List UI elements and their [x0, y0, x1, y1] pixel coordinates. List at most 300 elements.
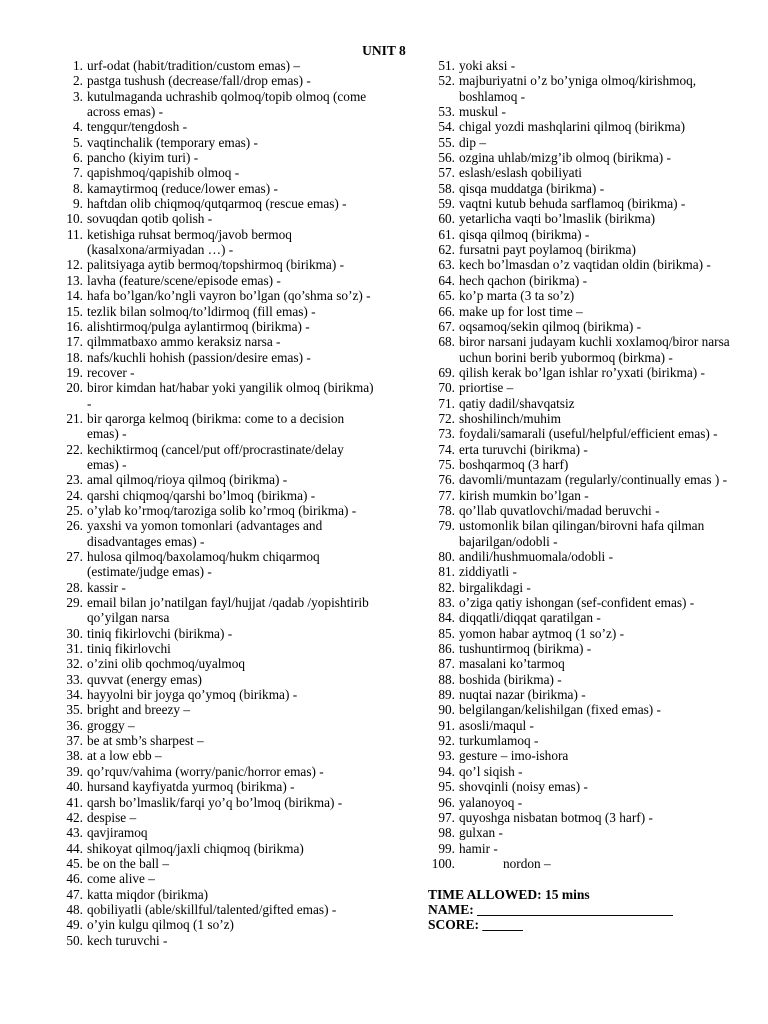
- item-text: erta turuvchi (birikma) -: [459, 441, 588, 457]
- item-number: 31.: [66, 641, 83, 657]
- item-text: nafs/kuchli hohish (passion/desire emas) -: [87, 349, 311, 365]
- item-text: davomli/muntazam (regularly/continually emas ) -: [459, 472, 728, 488]
- vocab-item: [56, 841, 376, 856]
- item-text: ustomonlik bilan qilingan/birovni hafa qilman bajarilgan/odobli -: [459, 518, 705, 549]
- item-text: yomon habar aytmoq (1 so’z) -: [459, 625, 625, 641]
- vocab-item: [428, 841, 748, 856]
- item-number: 70.: [438, 380, 455, 396]
- item-text: biror kimdan hat/habar yoki yangilik olmoq (birikma) -: [87, 380, 374, 411]
- vocab-item: [428, 165, 748, 180]
- item-number: 76.: [438, 472, 455, 488]
- item-text: qo’rquv/vahima (worry/panic/horror emas) -: [87, 763, 324, 779]
- vocab-item: [428, 810, 748, 825]
- item-text: boshida (birikma) -: [459, 671, 562, 687]
- vocab-item: [56, 119, 376, 134]
- vocab-item: [428, 257, 748, 272]
- vocab-item: [428, 503, 748, 518]
- vocab-item: [56, 702, 376, 717]
- item-text: tezlik bilan solmoq/to’ldirmoq (fill emas) -: [87, 303, 316, 319]
- item-text: vaqtni kutub behuda sarflamoq (birikma) -: [459, 196, 686, 212]
- vocab-item: [428, 396, 748, 411]
- item-number: 10.: [66, 211, 83, 227]
- vocab-item: [428, 365, 748, 380]
- item-text: oqsamoq/sekin qilmoq (birikma) -: [459, 318, 642, 334]
- vocab-item: [56, 135, 376, 150]
- item-text: pancho (kiyim turi) -: [87, 150, 199, 166]
- item-text: birgalikdagi -: [459, 579, 531, 595]
- item-text: qarshi chiqmoq/qarshi bo’lmoq (birikma) -: [87, 487, 316, 503]
- item-text: asosli/maqul -: [459, 717, 534, 733]
- item-number: 86.: [438, 641, 455, 657]
- item-number: 81.: [438, 564, 455, 580]
- item-text: palitsiyaga aytib bermoq/topshirmoq (birikma) -: [87, 257, 345, 273]
- item-number: 79.: [438, 518, 455, 534]
- item-text: come alive –: [87, 871, 155, 887]
- item-text: at a low ebb –: [87, 748, 162, 764]
- vocab-item: [56, 257, 376, 272]
- item-text: bir qarorga kelmoq (birikma: come to a decision emas) -: [87, 410, 345, 442]
- item-text: kamaytirmoq (reduce/lower emas) -: [87, 180, 278, 196]
- item-number: 65.: [438, 288, 455, 304]
- item-text: yoki aksi -: [459, 58, 516, 73]
- vocab-item: [56, 595, 376, 626]
- item-text: yetarlicha vaqti bo’lmaslik (birikma): [459, 211, 656, 227]
- item-number: 54.: [438, 119, 455, 135]
- item-text: ozgina uhlab/mizg’ib olmoq (birikma) -: [459, 150, 671, 166]
- vocab-item: [56, 902, 376, 917]
- item-text: vaqtinchalik (temporary emas) -: [87, 134, 258, 150]
- item-text: qobiliyatli (able/skillful/talented/gifted emas) -: [87, 901, 337, 917]
- vocab-item: [428, 135, 748, 150]
- vocab-item: [56, 288, 376, 303]
- vocab-item: [56, 227, 376, 258]
- item-number: 8.: [73, 180, 83, 196]
- item-text: email bilan jo’natilgan fayl/hujjat /qadab /yopishtirib qo’yilgan narsa: [87, 595, 369, 626]
- item-text: hafa bo’lgan/ko’ngli vayron bo’lgan (qo’shma so’z) -: [87, 288, 371, 304]
- vocab-item: [428, 334, 748, 365]
- item-text: urf-odat (habit/tradition/custom emas) –: [87, 58, 301, 73]
- vocab-item: [428, 211, 748, 226]
- item-number: 28.: [66, 579, 83, 595]
- item-text: gulxan -: [459, 825, 503, 841]
- item-number: 63.: [438, 257, 455, 273]
- item-text: priortise –: [459, 380, 514, 396]
- item-text: shovqinli (noisy emas) -: [459, 779, 588, 795]
- vocab-item: [428, 687, 748, 702]
- item-text: despise –: [87, 809, 137, 825]
- item-number: 42.: [66, 809, 83, 825]
- vocab-item: [428, 242, 748, 257]
- item-text: recover -: [87, 364, 135, 380]
- vocab-item: [428, 150, 748, 165]
- item-number: 38.: [66, 748, 83, 764]
- item-number: 96.: [438, 794, 455, 810]
- vocab-item: [428, 795, 748, 810]
- item-number: 34.: [66, 687, 83, 703]
- vocab-item: [56, 365, 376, 380]
- item-text: kech bo’lmasdan o’z vaqtidan oldin (birikma) -: [459, 257, 711, 273]
- item-text: qilish kerak bo’lgan ishlar ro’yxati (birikma) -: [459, 364, 705, 380]
- vocab-item: [56, 334, 376, 349]
- item-number: 23.: [66, 472, 83, 488]
- vocab-item: [56, 795, 376, 810]
- vocab-item: [56, 411, 376, 442]
- vocab-item: [56, 687, 376, 702]
- item-text: ko’p marta (3 ta so’z): [459, 288, 575, 304]
- item-number: 35.: [66, 702, 83, 718]
- item-number: 77.: [438, 487, 455, 503]
- item-text: make up for lost time –: [459, 303, 583, 319]
- vocab-item: [56, 488, 376, 503]
- item-text: fursatni payt poylamoq (birikma): [459, 242, 636, 258]
- item-number: 58.: [438, 180, 455, 196]
- item-number: 68.: [438, 334, 455, 350]
- vocab-item: [428, 764, 748, 779]
- item-text: shoshilinch/muhim: [459, 410, 561, 426]
- item-text: foydali/samarali (useful/helpful/efficient emas) -: [459, 426, 718, 442]
- item-text: eslash/eslash qobiliyati: [459, 165, 582, 181]
- item-text: biror narsani judayam kuchli xoxlamoq/biror narsa uchun borini berib yubormoq (birkma) -: [459, 334, 730, 365]
- item-number: 78.: [438, 502, 455, 518]
- item-text: be at smb’s sharpest –: [87, 733, 204, 749]
- item-number: 2.: [73, 73, 83, 89]
- item-text: tushuntirmoq (birikma) -: [459, 641, 592, 657]
- item-text: kutulmaganda uchrashib qolmoq/topib olmoq (come across emas) -: [87, 88, 367, 120]
- item-number: 24.: [66, 487, 83, 503]
- item-number: 98.: [438, 825, 455, 841]
- vocab-item: [428, 549, 748, 564]
- item-number: 30.: [66, 625, 83, 641]
- item-number: 69.: [438, 364, 455, 380]
- vocab-item: [428, 595, 748, 610]
- item-number: 37.: [66, 733, 83, 749]
- vocab-item: [428, 702, 748, 717]
- item-number: 43.: [66, 825, 83, 841]
- vocab-item: [56, 73, 376, 88]
- vocab-item: [428, 672, 748, 687]
- vocab-item: [428, 626, 748, 641]
- item-text: hursand kayfiyatda yurmoq (birikma) -: [87, 779, 295, 795]
- item-text: belgilangan/kelishilgan (fixed emas) -: [459, 702, 661, 718]
- item-number: 29.: [66, 595, 83, 611]
- vocab-item: [428, 718, 748, 733]
- item-text: yalanoyoq -: [459, 794, 523, 810]
- item-number: 5.: [73, 134, 83, 150]
- item-number: 46.: [66, 871, 83, 887]
- item-text: kechiktirmoq (cancel/put off/procrastinate/delay emas) -: [87, 441, 344, 472]
- item-text: gesture – imo-ishora: [459, 748, 569, 764]
- item-text: tiniq fikirlovchi: [87, 641, 171, 657]
- vocab-item: [56, 196, 376, 211]
- item-text: dip –: [459, 134, 486, 150]
- item-number: 13.: [66, 272, 83, 288]
- vocab-item: [428, 610, 748, 625]
- item-number: 88.: [438, 671, 455, 687]
- vocab-item: [56, 89, 376, 120]
- item-text: ziddiyatli -: [459, 564, 517, 580]
- vocab-item: [428, 426, 748, 441]
- vocab-item: [428, 411, 748, 426]
- item-number: 49.: [66, 917, 83, 933]
- item-number: 84.: [438, 610, 455, 626]
- vocab-item: [56, 380, 376, 411]
- item-text: quvvat (energy emas): [87, 671, 202, 687]
- item-number: 1.: [73, 58, 83, 73]
- item-text: kech turuvchi -: [87, 932, 168, 948]
- vocab-item: [428, 273, 748, 288]
- item-text: tengqur/tengdosh -: [87, 119, 188, 135]
- item-text: be on the ball –: [87, 855, 169, 871]
- item-number: 92.: [438, 733, 455, 749]
- vocab-item: [428, 641, 748, 656]
- item-number: 61.: [438, 226, 455, 242]
- item-text: lavha (feature/scene/episode emas) -: [87, 272, 281, 288]
- item-text: yaxshi va yomon tomonlari (advantages and disadvantages emas) -: [87, 518, 323, 549]
- item-text: qo’l siqish -: [459, 763, 523, 779]
- vocab-item: [428, 304, 748, 319]
- vocab-item: [428, 518, 748, 549]
- vocab-item: [428, 825, 748, 840]
- item-text: hamir -: [459, 840, 498, 856]
- vocab-item: [428, 733, 748, 748]
- vocab-item: [428, 472, 748, 487]
- item-number: 94.: [438, 763, 455, 779]
- vocab-item: [56, 733, 376, 748]
- vocab-item: [428, 442, 748, 457]
- vocab-item: [56, 718, 376, 733]
- item-text: quyoshga nisbatan botmoq (3 harf) -: [459, 809, 653, 825]
- item-text: pastga tushush (decrease/fall/drop emas) -: [87, 73, 311, 89]
- vocab-item: [56, 350, 376, 365]
- vocab-item: [56, 580, 376, 595]
- vocab-item: [428, 73, 748, 104]
- vocab-item: [56, 764, 376, 779]
- item-text: hayyolni bir joyga qo’ymoq (birikma) -: [87, 687, 298, 703]
- item-number: 60.: [438, 211, 455, 227]
- vocab-item: [428, 779, 748, 794]
- vocab-item: [56, 672, 376, 687]
- item-number: 57.: [438, 165, 455, 181]
- vocab-item: [428, 58, 748, 73]
- vocab-item: [56, 442, 376, 473]
- item-text: qavjiramoq: [87, 825, 148, 841]
- item-number: 25.: [66, 502, 83, 518]
- item-number: 4.: [73, 119, 83, 135]
- item-number: 74.: [438, 441, 455, 457]
- vocab-item: [428, 748, 748, 763]
- item-text: o’yin kulgu qilmoq (1 so’z): [87, 917, 234, 933]
- item-text: qo’llab quvatlovchi/madad beruvchi -: [459, 502, 660, 518]
- vocab-item: [56, 825, 376, 840]
- item-text: diqqatli/diqqat qaratilgan -: [459, 610, 601, 626]
- vocab-item: [428, 580, 748, 595]
- item-text: o’ziga qatiy ishongan (sef-confident emas) -: [459, 595, 695, 611]
- vocab-item: [428, 856, 748, 871]
- vocab-item: [428, 319, 748, 334]
- vocab-item: [56, 856, 376, 871]
- item-text: alishtirmoq/pulga aylantirmoq (birikma) -: [87, 318, 310, 334]
- item-number: 48.: [66, 901, 83, 917]
- item-number: 67.: [438, 318, 455, 334]
- item-text: groggy –: [87, 717, 135, 733]
- item-text: turkumlamoq -: [459, 733, 539, 749]
- vocab-item: [56, 779, 376, 794]
- item-number: 26.: [66, 518, 83, 534]
- vocab-item: [56, 472, 376, 487]
- item-text: muskul -: [459, 104, 506, 120]
- item-number: 71.: [438, 395, 455, 411]
- vocab-item: [56, 165, 376, 180]
- item-text: sovuqdan qotib qolish -: [87, 211, 213, 227]
- item-text: haftdan olib chiqmoq/qutqarmoq (rescue emas) -: [87, 196, 347, 212]
- vocab-item: [428, 564, 748, 579]
- item-text: nuqtai nazar (birikma) -: [459, 687, 586, 703]
- page-title: UNIT 8: [362, 43, 406, 58]
- item-text: qatiy dadil/shavqatsiz: [459, 395, 575, 411]
- item-number: 44.: [66, 840, 83, 856]
- item-number: 40.: [66, 779, 83, 795]
- vocab-item: [56, 304, 376, 319]
- item-number: 18.: [66, 349, 83, 365]
- item-text: masalani ko’tarmoq: [459, 656, 565, 672]
- vocab-item: [428, 227, 748, 242]
- item-number: 89.: [438, 687, 455, 703]
- item-number: 33.: [66, 671, 83, 687]
- vocab-item: [56, 748, 376, 763]
- item-number: 85.: [438, 625, 455, 641]
- item-number: 41.: [66, 794, 83, 810]
- vocab-item: [56, 503, 376, 518]
- item-text: o’ylab ko’rmoq/taroziga solib ko’rmoq (birikma) -: [87, 502, 357, 518]
- item-text: amal qilmoq/rioya qilmoq (birikma) -: [87, 472, 288, 488]
- item-number: 66.: [438, 303, 455, 319]
- vocab-item: [428, 196, 748, 211]
- vocab-item: [428, 488, 748, 503]
- vocab-item: [56, 641, 376, 656]
- item-number: 97.: [438, 809, 455, 825]
- spacer: [428, 871, 748, 886]
- item-text: nordon –: [503, 855, 551, 871]
- item-text: kirish mumkin bo’lgan -: [459, 487, 589, 503]
- item-number: 82.: [438, 579, 455, 595]
- vocab-item: [56, 150, 376, 165]
- item-number: 20.: [66, 380, 83, 396]
- item-number: 39.: [66, 763, 83, 779]
- vocab-item: [428, 457, 748, 472]
- item-text: majburiyatni o’z bo’yniga olmoq/kirishmoq, boshlamoq -: [459, 73, 697, 104]
- item-number: 100.: [431, 855, 455, 871]
- item-number: 91.: [438, 717, 455, 733]
- vocab-item: [428, 119, 748, 134]
- item-number: 52.: [438, 73, 455, 89]
- item-text: qapishmoq/qapishib olmoq -: [87, 165, 240, 181]
- item-number: 14.: [66, 288, 83, 304]
- item-number: 90.: [438, 702, 455, 718]
- item-text: qilmmatbaxo ammo keraksiz narsa -: [87, 334, 281, 350]
- item-number: 64.: [438, 272, 455, 288]
- item-text: qisqa muddatga (birikma) -: [459, 180, 605, 196]
- item-number: 75.: [438, 456, 455, 472]
- item-text: hulosa qilmoq/baxolamoq/hukm chiqarmoq (estimate/judge emas) -: [87, 549, 320, 580]
- vocab-item: [428, 181, 748, 196]
- vocab-item: [56, 211, 376, 226]
- item-text: kassir -: [87, 579, 126, 595]
- item-number: 45.: [66, 855, 83, 871]
- item-text: andili/hushmuomala/odobli -: [459, 549, 614, 564]
- item-number: 99.: [438, 840, 455, 856]
- item-number: 59.: [438, 196, 455, 212]
- vocab-item: [56, 810, 376, 825]
- item-text: qarsh bo’lmaslik/farqi yo’q bo’lmoq (birikma) -: [87, 794, 343, 810]
- item-number: 22.: [66, 441, 83, 457]
- item-text: qisqa qilmoq (birikma) -: [459, 226, 590, 242]
- item-text: o’zini olib qochmoq/uyalmoq: [87, 656, 246, 672]
- item-number: 17.: [66, 334, 83, 350]
- vocab-item: [56, 273, 376, 288]
- item-number: 51.: [438, 58, 455, 73]
- item-number: 83.: [438, 595, 455, 611]
- item-number: 50.: [66, 932, 83, 948]
- item-number: 15.: [66, 303, 83, 319]
- item-number: 95.: [438, 779, 455, 795]
- vocab-item: [56, 871, 376, 886]
- item-number: 87.: [438, 656, 455, 672]
- item-number: 3.: [73, 88, 83, 104]
- item-number: 21.: [66, 410, 83, 426]
- item-number: 9.: [73, 196, 83, 212]
- vocab-item: [56, 626, 376, 641]
- vocab-item: [56, 518, 376, 549]
- vocab-item: [56, 656, 376, 671]
- item-text: bright and breezy –: [87, 702, 191, 718]
- item-text: hech qachon (birikma) -: [459, 272, 588, 288]
- item-number: 72.: [438, 410, 455, 426]
- item-number: 56.: [438, 150, 455, 166]
- item-number: 27.: [66, 549, 83, 564]
- vocab-item: [428, 104, 748, 119]
- vocab-item: [56, 319, 376, 334]
- item-number: 6.: [73, 150, 83, 166]
- item-number: 11.: [66, 226, 83, 242]
- item-text: katta miqdor (birikma): [87, 886, 209, 902]
- vocab-item: [56, 58, 376, 73]
- item-number: 16.: [66, 318, 83, 334]
- item-text: boshqarmoq (3 harf): [459, 456, 569, 472]
- score-field: SCORE: ______: [428, 917, 523, 933]
- item-number: 80.: [438, 549, 455, 564]
- vocab-item: [56, 917, 376, 932]
- item-number: 12.: [66, 257, 83, 273]
- item-text: tiniq fikirlovchi (birikma) -: [87, 625, 233, 641]
- vocab-list-right: [428, 58, 748, 933]
- vocab-list-left: [56, 58, 376, 948]
- item-number: 36.: [66, 717, 83, 733]
- item-number: 19.: [66, 364, 83, 380]
- item-number: 32.: [66, 656, 83, 672]
- item-text: ketishiga ruhsat bermoq/javob bermoq (kasalxona/armiyadan …) -: [87, 226, 292, 258]
- item-number: 53.: [438, 104, 455, 120]
- item-number: 73.: [438, 426, 455, 442]
- vocab-item: [56, 181, 376, 196]
- vocab-item: [56, 933, 376, 948]
- item-text: chigal yozdi mashqlarini qilmoq (birikma): [459, 119, 685, 135]
- vocab-item: [428, 656, 748, 671]
- vocab-item: [56, 549, 376, 580]
- item-number: 55.: [438, 134, 455, 150]
- name-field: NAME: _____________________________: [428, 901, 673, 917]
- vocab-item: [56, 887, 376, 902]
- item-number: 7.: [73, 165, 83, 181]
